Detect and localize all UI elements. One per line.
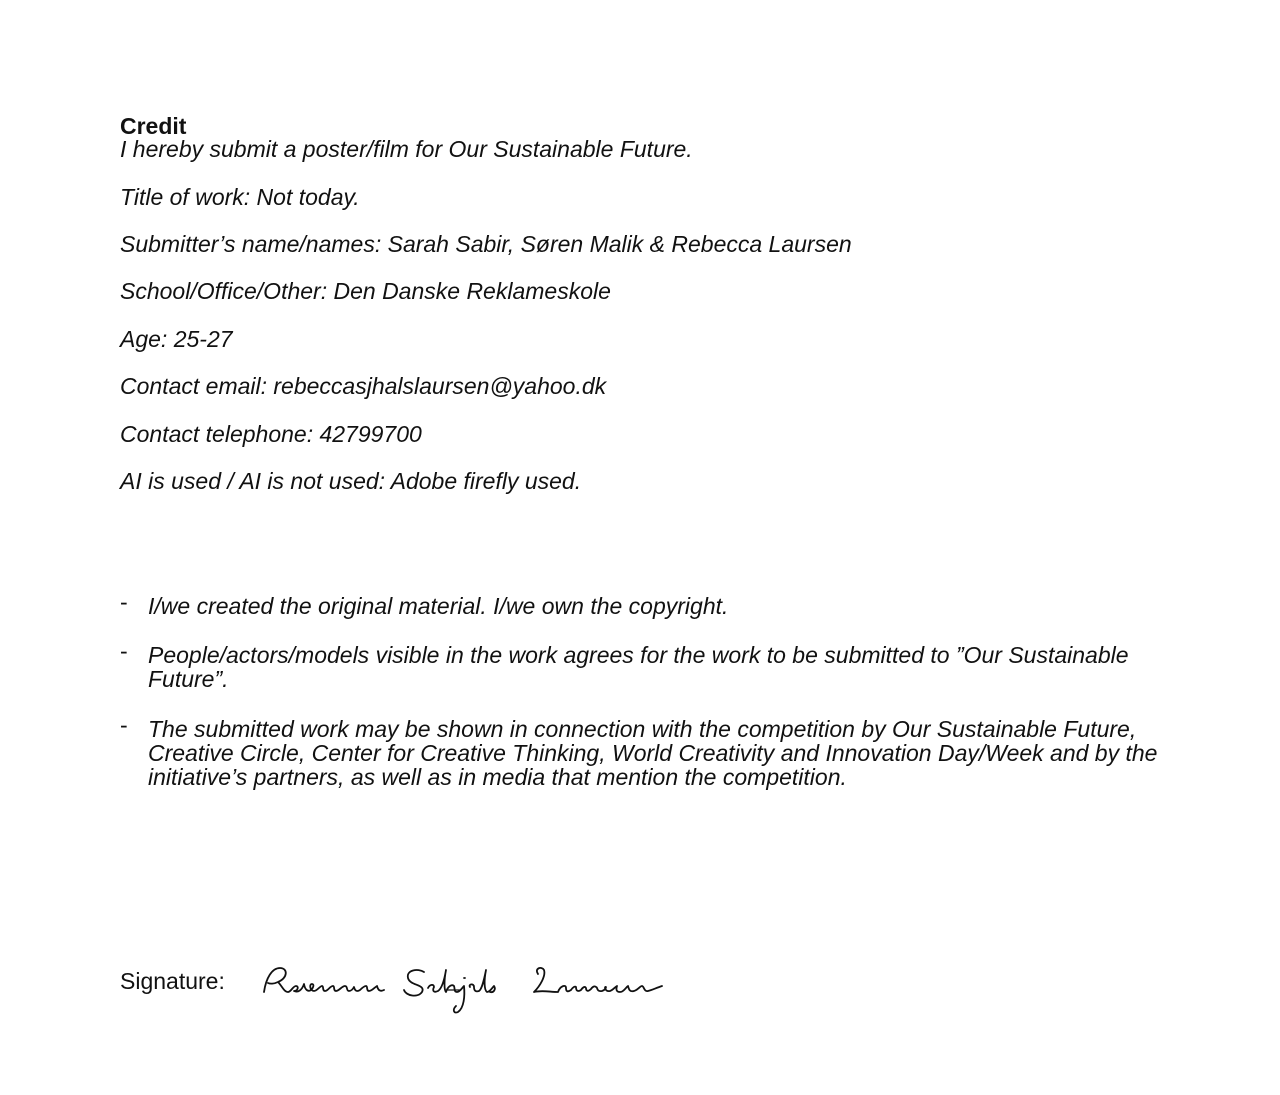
declaration-text: I/we created the original material. I/we own the copyright. (148, 593, 729, 619)
contact-telephone-line: Contact telephone: 42799700 (120, 421, 422, 447)
handwritten-signature (258, 956, 678, 1020)
ai-usage-line: AI is used / AI is not used: Adobe firefly used. (120, 468, 582, 494)
bullet-dash: - (120, 589, 128, 615)
declaration-text: People/actors/models visible in the work agrees for the work to be submitted to ”Our Sustainable Future”. (148, 642, 1129, 692)
credit-heading: Credit (120, 113, 187, 139)
age-line: Age: 25-27 (120, 326, 233, 352)
declaration-text: The submitted work may be shown in connection with the competition by Our Sustainable Future, Creative Circle, Center for Creative Thinking, World Creativity and Innovation Day/Week and by the initiative’s partners, as well as in media that mention the competition. (148, 716, 1158, 790)
bullet-dash: - (120, 638, 128, 664)
signature-label: Signature: (120, 968, 225, 994)
title-of-work-line: Title of work: Not today. (120, 184, 360, 210)
intro-statement: I hereby submit a poster/film for Our Sustainable Future. (120, 136, 693, 162)
declaration-item-consent (120, 638, 1160, 692)
contact-email-line: Contact email: rebeccasjhalslaursen@yahoo.dk (120, 373, 607, 399)
submitter-names-line: Submitter’s name/names: Sarah Sabir, Søren Malik & Rebecca Laursen (120, 231, 852, 257)
school-office-line: School/Office/Other: Den Danske Reklameskole (120, 278, 611, 304)
declaration-item-copyright (120, 589, 1160, 619)
declaration-item-usage-rights (120, 712, 1160, 790)
bullet-dash: - (120, 712, 128, 738)
